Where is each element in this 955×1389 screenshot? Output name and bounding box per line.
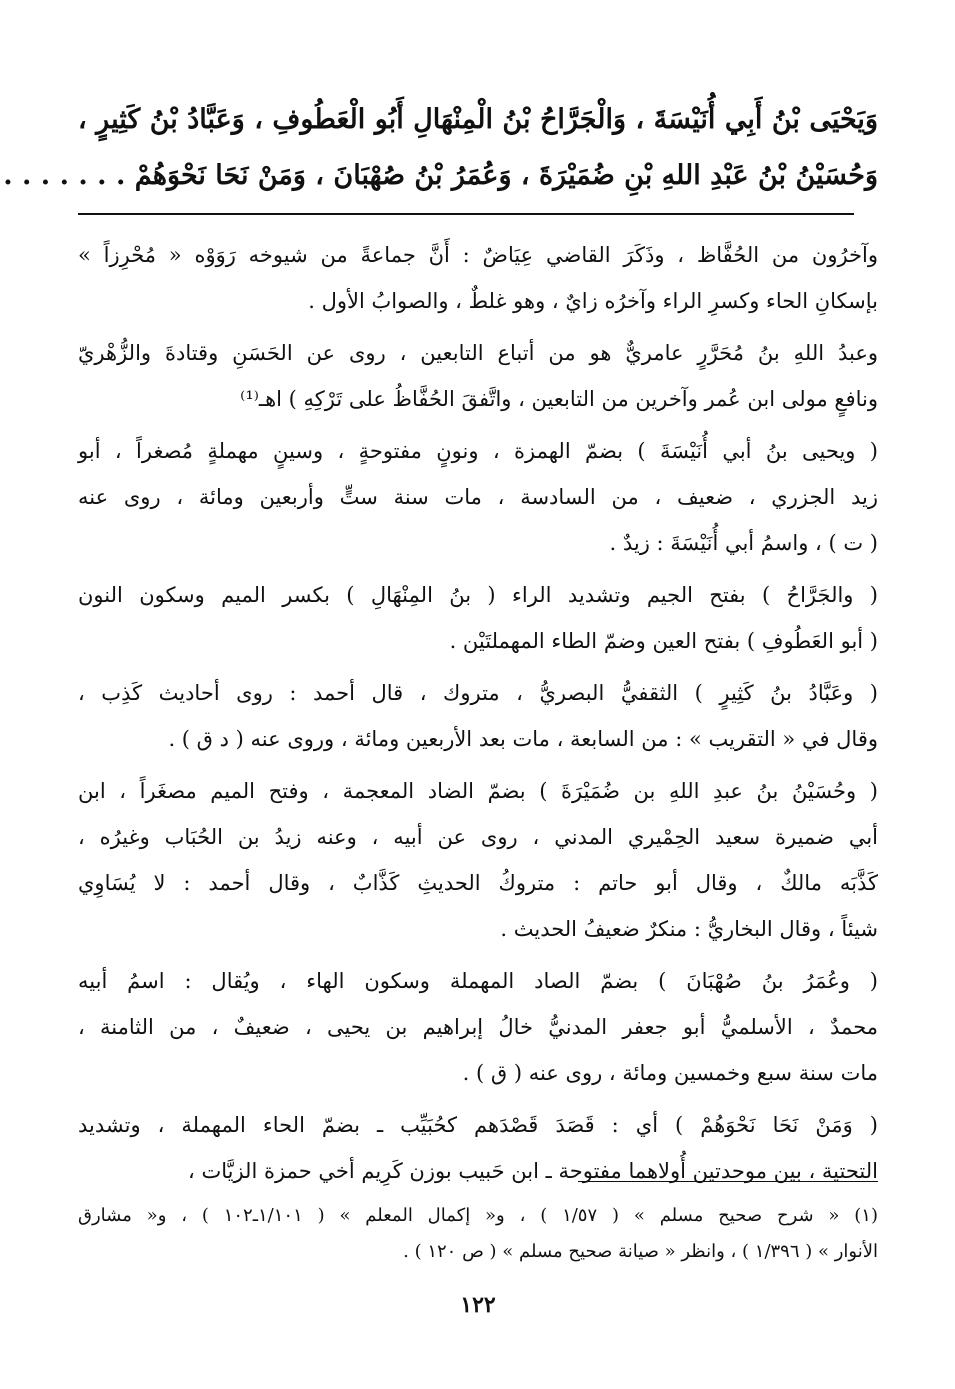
commentary-line: ( ت ) ، واسمُ أبي أُنَيْسَةَ : زيدٌ . (609, 531, 878, 555)
book-page (3, 0, 878, 1389)
commentary-paragraph (78, 232, 878, 324)
main-text-line: وَحُسَيْنُ بْنُ عَبْدِ اللهِ بْنِ ضُمَيْرَةَ ، وَعُمَرُ بْنُ صُهْبَانَ ، وَمَنْ نَحَا نَحْوَهُمْ . . . . . . . (3, 160, 878, 191)
commentary-paragraph (78, 572, 878, 664)
commentary-line: التحتية ، بين موحدتين أُولاهما مفتوحة ـ ابن حَبيب بوزن كَرِيم أخي حمزة الزيَّات ، (188, 1159, 878, 1183)
commentary-line: ( وحُسَيْنُ بنُ عبدِ اللهِ بن ضُمَيْرَةَ ) بضمّ الضاد المعجمة ، وفتح الميم مصغَراً ، ابن (78, 779, 878, 803)
commentary-line: ( ويحيى بنُ أبي أُنَيْسَةَ ) بضمّ الهمزة ، ونونٍ مفتوحةٍ ، وسينٍ مهملةٍ مُصغراً ، أبو (78, 439, 878, 463)
commentary-paragraph (78, 768, 878, 952)
commentary-paragraph (78, 670, 878, 762)
commentary-line: شيئاً ، وقال البخاريُّ : منكرٌ ضعيفُ الحديث . (500, 917, 878, 941)
footnote-line: (١) « شرح صحيح مسلم » ( ١/٥٧ ) ، و« إكمال المعلم » ( ١/١٠١ـ١٠٢ ) ، و« مشارق (78, 1205, 878, 1226)
page-number: ١٢٢ (460, 1292, 496, 1318)
commentary-line: ( وَمَنْ نَحَا نَحْوَهُمْ ) أي : قَصَدَ قَصْدَهم كحُبَيِّب ـ بضمّ الحاء المهملة ، وتشديد (78, 1113, 878, 1137)
separator-rule (78, 213, 854, 215)
commentary-line: ( والجَرَّاحُ ) بفتح الجيم وتشديد الراء ( بنُ المِنْهَالِ ) بكسر الميم وسكون النون (78, 583, 878, 607)
commentary-line: ونافعٍ مولى ابن عُمر وآخرين من التابعين ، واتَّفقَ الحُفَّاظُ على تَرْكِهِ ) اهـ⁽¹⁾ (240, 387, 878, 411)
commentary-line: مات سنة سبع وخمسين ومائة ، روى عنه ( ق ) . (462, 1061, 878, 1085)
commentary-line: ( وعَبَّادُ بنُ كَثِيرٍ ) الثقفيُّ البصريُّ ، متروك ، قال أحمد : روى أحاديث كَذِب ، (78, 681, 878, 705)
main-text-block (3, 92, 878, 204)
commentary-block (78, 232, 878, 1200)
commentary-line: أبي ضميرة سعيد الحِمْيري المدني ، روى عن أبيه ، وعنه زيدُ بن الحُبَاب وغيرُه ، (78, 825, 878, 849)
commentary-paragraph (78, 958, 878, 1096)
commentary-line: وآخرُون من الحُفَّاظ ، وذَكَرَ القاضي عِيَاضٌ : أَنَّ جماعةً من شيوخه رَوَوْه « مُحْرِزاً » (78, 243, 878, 267)
footnote-line: الأنوار » ( ١/٣٩٦ ) ، وانظر « صيانة صحيح مسلم » ( ص ١٢٠ ) . (403, 1241, 878, 1262)
footnote-block (78, 1198, 878, 1270)
commentary-line: ( وعُمَرُ بنُ صُهْبَانَ ) بضمّ الصاد المهملة وسكون الهاء ، ويُقال : اسمُ أبيه (78, 969, 878, 993)
commentary-paragraph (78, 330, 878, 422)
commentary-paragraph (78, 428, 878, 566)
commentary-line: محمدٌ ، الأسلميُّ أبو جعفر المدنيُّ خالُ إبراهيم بن يحيى ، ضعيفٌ ، من الثامنة ، (78, 1015, 878, 1039)
commentary-line: وقال في « التقريب » : من السابعة ، مات بعد الأربعين ومائة ، وروى عنه ( د ق ) . (168, 727, 878, 751)
commentary-line: زيد الجزري ، ضعيف ، من السادسة ، مات سنة ستٍّ وأربعين ومائة ، روى عنه (78, 485, 878, 509)
commentary-line: بإسكانِ الحاء وكسرِ الراء وآخرُه زايٌ ، وهو غلطٌ ، والصوابُ الأول . (308, 289, 878, 313)
footnote-separator (578, 1181, 878, 1182)
commentary-line: كَذَّبَه مالكٌ ، وقال أبو حاتم : متروكُ الحديثِ كَذَّابٌ ، وقال أحمد : لا يُسَاوِي (78, 871, 878, 895)
commentary-line: ( أبو العَطُوفِ ) بفتح العين وضمّ الطاء المهملتَيْن . (449, 629, 878, 653)
commentary-line: وعبدُ اللهِ بنُ مُحَرَّرٍ عامريٌّ هو من أتباع التابعين ، روى عن الحَسَنِ وقتادةَ والزُّهْريّ (78, 341, 878, 365)
main-text-line: وَيَحْيَى بْنُ أَبِي أُنَيْسَةَ ، وَالْجَرَّاحُ بْنُ الْمِنْهَالِ أَبُو الْعَطُوفِ ، وَعَبَّادُ بْنُ كَثِيرٍ ، (78, 104, 878, 135)
